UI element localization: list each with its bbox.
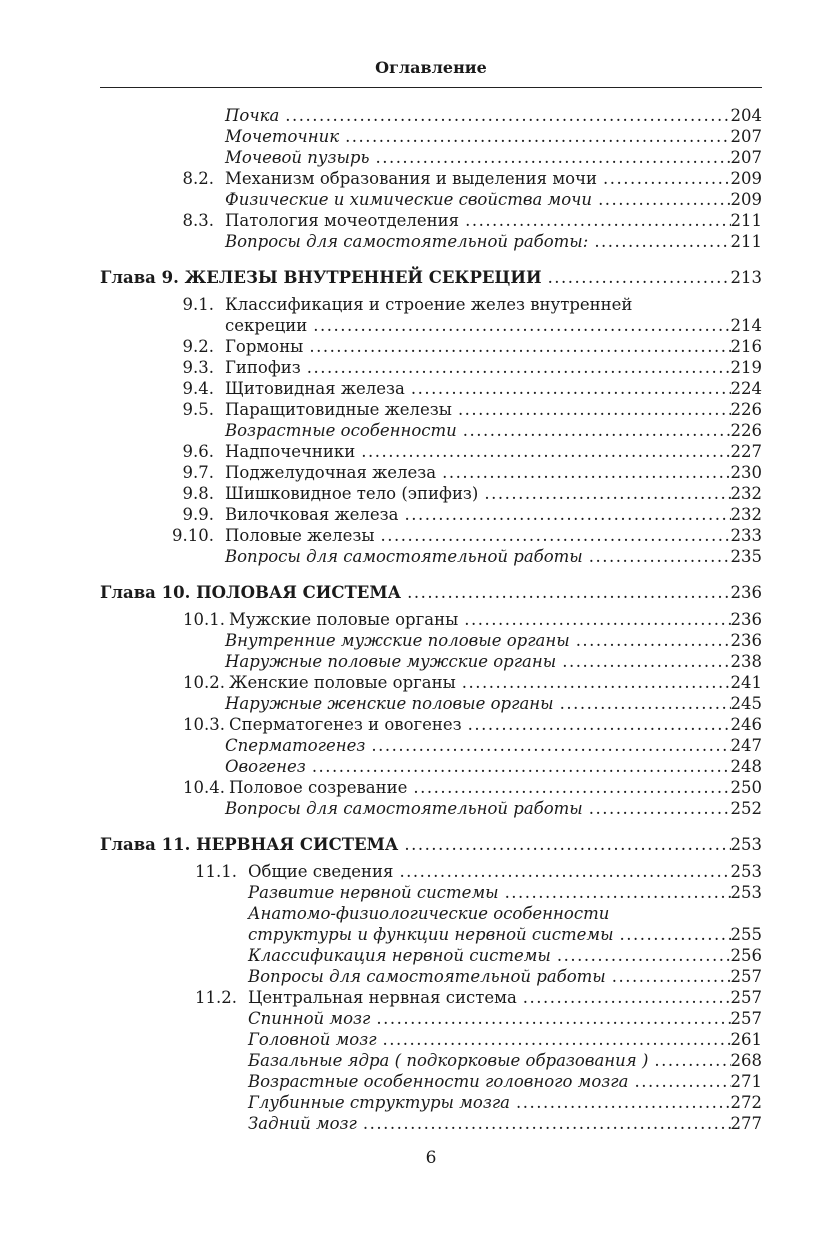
toc-dot-leader bbox=[375, 525, 731, 546]
toc-page-number: 211 bbox=[730, 211, 762, 230]
toc-chapter bbox=[100, 267, 762, 288]
toc-entry-title: Классификация и строение желез внутренней bbox=[225, 295, 633, 314]
toc-page-number: 252 bbox=[730, 799, 762, 818]
toc-entry bbox=[100, 105, 762, 126]
toc-entry bbox=[100, 483, 762, 504]
toc-entry-title: Мочевой пузырь bbox=[225, 148, 370, 167]
toc-entry-title: Физические и химические свойства мочи bbox=[225, 190, 593, 209]
toc-entry bbox=[100, 126, 762, 147]
toc-dot-leader bbox=[457, 420, 731, 441]
toc-entry-title: Вопросы для самостоятельной работы bbox=[248, 967, 606, 986]
toc-section-number: 9.8. bbox=[182, 484, 214, 503]
toc-section-number: 10.2. bbox=[183, 673, 225, 692]
toc-entry bbox=[100, 399, 762, 420]
toc-entry-title: Половое созревание bbox=[229, 778, 408, 797]
toc-section-number: 8.3. bbox=[182, 211, 214, 230]
toc-dot-leader bbox=[303, 336, 730, 357]
toc-entry bbox=[100, 147, 762, 168]
toc-entry-title: Сперматогенез bbox=[225, 736, 366, 755]
toc-dot-leader bbox=[436, 462, 730, 483]
toc-dot-leader bbox=[401, 582, 730, 603]
toc-dot-leader bbox=[398, 834, 730, 855]
toc-entry bbox=[100, 231, 762, 252]
toc-dot-leader bbox=[583, 798, 731, 819]
toc-entry bbox=[100, 294, 762, 315]
toc-page-number: 207 bbox=[730, 148, 762, 167]
toc-section-number: 9.5. bbox=[182, 400, 214, 419]
toc-entry bbox=[100, 714, 762, 735]
toc-dot-leader bbox=[570, 630, 731, 651]
toc-dot-leader bbox=[510, 1092, 730, 1113]
toc-page-number: 261 bbox=[730, 1030, 762, 1049]
toc-dot-leader bbox=[407, 777, 730, 798]
toc-page-number: 235 bbox=[730, 547, 762, 566]
toc-entry bbox=[100, 420, 762, 441]
toc-entry bbox=[100, 210, 762, 231]
toc-section-number: 9.10. bbox=[172, 526, 214, 545]
toc-section-number: 9.4. bbox=[182, 379, 214, 398]
toc-entry bbox=[100, 882, 762, 903]
toc-entry bbox=[100, 1050, 762, 1071]
toc-page-number: 219 bbox=[730, 358, 762, 377]
toc-page-number: 247 bbox=[730, 736, 762, 755]
toc-dot-leader bbox=[279, 105, 730, 126]
toc-dot-leader bbox=[459, 210, 730, 231]
toc-section-number: 10.4. bbox=[183, 778, 225, 797]
toc-chapter bbox=[100, 582, 762, 603]
toc-page-number: 209 bbox=[730, 190, 762, 209]
toc-entry-title: Наружные женские половые органы bbox=[225, 694, 554, 713]
toc-entry-title: структуры и функции нервной системы bbox=[248, 925, 614, 944]
toc-entry bbox=[100, 777, 762, 798]
toc-dot-leader bbox=[393, 861, 730, 882]
toc-dot-leader bbox=[478, 483, 730, 504]
toc-page-number: 272 bbox=[730, 1093, 762, 1112]
toc-entry-title: Мочеточник bbox=[225, 127, 340, 146]
toc-entry bbox=[100, 441, 762, 462]
toc-page-number: 232 bbox=[730, 484, 762, 503]
page-header-title: Оглавление bbox=[375, 58, 487, 77]
toc-entry bbox=[100, 189, 762, 210]
toc-entry-title: Шишковидное тело (эпифиз) bbox=[225, 484, 479, 503]
toc-page-number: 268 bbox=[730, 1051, 762, 1070]
toc-page-number: 213 bbox=[730, 268, 762, 287]
toc-entry bbox=[100, 357, 762, 378]
toc-dot-leader bbox=[405, 378, 731, 399]
header-divider bbox=[100, 87, 762, 88]
toc-entry-title: Механизм образования и выделения мочи bbox=[225, 169, 598, 188]
toc-page-number: 224 bbox=[730, 379, 762, 398]
toc-entry bbox=[100, 651, 762, 672]
toc-entry bbox=[100, 924, 762, 945]
toc-dot-leader bbox=[499, 882, 731, 903]
toc-dot-leader bbox=[517, 987, 731, 1008]
toc-page-number: 255 bbox=[730, 925, 762, 944]
toc-dot-leader bbox=[597, 168, 730, 189]
toc-page-number: 214 bbox=[730, 316, 762, 335]
toc-entry-title: Надпочечники bbox=[225, 442, 356, 461]
toc-entry bbox=[100, 945, 762, 966]
toc-page-number: 226 bbox=[730, 421, 762, 440]
toc-dot-leader bbox=[369, 147, 730, 168]
toc-page-number: 250 bbox=[730, 778, 762, 797]
page-number: 6 bbox=[425, 1148, 437, 1168]
toc-entry bbox=[100, 630, 762, 651]
toc-page-number: 226 bbox=[730, 400, 762, 419]
toc-entry-title: секреции bbox=[225, 316, 308, 335]
toc-page-number: 253 bbox=[730, 862, 762, 881]
toc-entry-title: Поджелудочная железа bbox=[225, 463, 437, 482]
toc-entry-title: Патология мочеотделения bbox=[225, 211, 460, 230]
toc-entry bbox=[100, 315, 762, 336]
toc-entry-title: Возрастные особенности головного мозга bbox=[248, 1072, 629, 1091]
toc-entry-title: Наружные половые мужские органы bbox=[225, 652, 557, 671]
toc-entry bbox=[100, 336, 762, 357]
toc-entry-title: Центральная нервная система bbox=[248, 988, 517, 1007]
toc-page-number: 204 bbox=[730, 106, 762, 125]
toc-entry bbox=[100, 987, 762, 1008]
toc-dot-leader bbox=[462, 714, 731, 735]
toc-dot-leader bbox=[307, 315, 730, 336]
toc-entry-title: Классификация нервной системы bbox=[248, 946, 551, 965]
toc-dot-leader bbox=[452, 399, 731, 420]
toc-dot-leader bbox=[606, 966, 731, 987]
toc-section-number: 11.1. bbox=[195, 862, 237, 881]
toc-entry bbox=[100, 1092, 762, 1113]
toc-entry bbox=[100, 168, 762, 189]
toc-entry bbox=[100, 735, 762, 756]
toc-entry-title: Базальные ядра ( подкорковые образования ) bbox=[248, 1051, 649, 1070]
toc-dot-leader bbox=[556, 651, 730, 672]
toc-entry-title: Анатомо-физиологические особенности bbox=[248, 904, 610, 923]
toc-section-number: 9.2. bbox=[182, 337, 214, 356]
toc-page-number: 236 bbox=[730, 610, 762, 629]
toc-dot-leader bbox=[456, 672, 731, 693]
toc-entry-title: Мужские половые органы bbox=[229, 610, 459, 629]
toc-entry-title: Гипофиз bbox=[225, 358, 301, 377]
toc-entry-title: Половые железы bbox=[225, 526, 375, 545]
toc-entry-title: Сперматогенез и овогенез bbox=[229, 715, 462, 734]
toc-section-number: 11.2. bbox=[195, 988, 237, 1007]
toc-entry-title: Гормоны bbox=[225, 337, 304, 356]
toc-page-number: 236 bbox=[730, 631, 762, 650]
toc-page-number: 241 bbox=[730, 673, 762, 692]
toc-dot-leader bbox=[377, 1029, 731, 1050]
toc-entry bbox=[100, 1029, 762, 1050]
toc-dot-leader bbox=[365, 735, 730, 756]
toc-page-number: 248 bbox=[730, 757, 762, 776]
toc-page-number: 253 bbox=[730, 883, 762, 902]
toc-entry-title: Глава 11. НЕРВНАЯ СИСТЕМА bbox=[100, 835, 399, 854]
toc-section-number: 10.3. bbox=[183, 715, 225, 734]
toc-page-number: 257 bbox=[730, 1009, 762, 1028]
toc-dot-leader bbox=[339, 126, 730, 147]
toc-entry bbox=[100, 693, 762, 714]
toc-section-number: 9.6. bbox=[182, 442, 214, 461]
toc-dot-leader bbox=[370, 1008, 730, 1029]
toc-entry bbox=[100, 378, 762, 399]
toc-entry-title: Вопросы для самостоятельной работы bbox=[225, 547, 583, 566]
toc-section-number: 9.3. bbox=[182, 358, 214, 377]
toc-section-number: 9.9. bbox=[182, 505, 214, 524]
toc-page-number: 232 bbox=[730, 505, 762, 524]
toc-entry-title: Вопросы для самостоятельной работы: bbox=[225, 232, 589, 251]
toc-page-number: 271 bbox=[730, 1072, 762, 1091]
toc-page-number: 211 bbox=[730, 232, 762, 251]
toc-entry bbox=[100, 1008, 762, 1029]
toc-entry-title: Женские половые органы bbox=[229, 673, 456, 692]
toc-dot-leader bbox=[542, 267, 731, 288]
toc-entry-title: Возрастные особенности bbox=[225, 421, 457, 440]
toc-entry bbox=[100, 504, 762, 525]
toc-entry-title: Вилочковая железа bbox=[225, 505, 399, 524]
toc-entry-title: Вопросы для самостоятельной работы bbox=[225, 799, 583, 818]
toc-entry bbox=[100, 546, 762, 567]
toc-page-number: 256 bbox=[730, 946, 762, 965]
toc-entry bbox=[100, 756, 762, 777]
toc-dot-leader bbox=[355, 441, 730, 462]
toc-entry-title: Внутренние мужские половые органы bbox=[225, 631, 570, 650]
toc-section-number: 9.1. bbox=[182, 295, 214, 314]
toc-entry bbox=[100, 1071, 762, 1092]
toc-page-number: 246 bbox=[730, 715, 762, 734]
toc-page-number: 233 bbox=[730, 526, 762, 545]
toc-entry-title: Глубинные структуры мозга bbox=[248, 1093, 511, 1112]
toc-entry bbox=[100, 525, 762, 546]
toc-page-number: 245 bbox=[730, 694, 762, 713]
toc-page-number: 253 bbox=[730, 835, 762, 854]
toc-entry bbox=[100, 672, 762, 693]
toc-page-number: 277 bbox=[730, 1114, 762, 1133]
toc-entry-title: Общие сведения bbox=[248, 862, 394, 881]
toc-entry-title: Паращитовидные железы bbox=[225, 400, 452, 419]
toc-section-number: 8.2. bbox=[182, 169, 214, 188]
toc-page-number: 238 bbox=[730, 652, 762, 671]
toc-entry-title: Щитовидная железа bbox=[225, 379, 405, 398]
toc-section-number: 9.7. bbox=[182, 463, 214, 482]
toc-entry-title: Головной мозг bbox=[248, 1030, 377, 1049]
toc-dot-leader bbox=[648, 1050, 730, 1071]
toc-entry-title: Овогенез bbox=[225, 757, 306, 776]
toc-entry bbox=[100, 1113, 762, 1134]
toc-dot-leader bbox=[306, 756, 731, 777]
toc-entry-title: Почка bbox=[225, 106, 280, 125]
toc-page-number: 216 bbox=[730, 337, 762, 356]
toc-section-number: 10.1. bbox=[183, 610, 225, 629]
toc-page-number: 257 bbox=[730, 967, 762, 986]
toc-entry-title: Спинной мозг bbox=[248, 1009, 371, 1028]
toc-dot-leader bbox=[551, 945, 731, 966]
toc-page-number: 257 bbox=[730, 988, 762, 1007]
toc-entry bbox=[100, 609, 762, 630]
toc-dot-leader bbox=[628, 1071, 730, 1092]
toc-dot-leader bbox=[583, 546, 731, 567]
toc-page-number: 236 bbox=[730, 583, 762, 602]
toc-dot-leader bbox=[554, 693, 731, 714]
toc-dot-leader bbox=[301, 357, 731, 378]
toc-page-number: 230 bbox=[730, 463, 762, 482]
toc-entry-title: Глава 9. ЖЕЛЕЗЫ ВНУТРЕННЕЙ СЕКРЕЦИИ bbox=[100, 268, 542, 287]
toc-entry bbox=[100, 861, 762, 882]
toc-entry bbox=[100, 966, 762, 987]
toc-dot-leader bbox=[399, 504, 731, 525]
table-of-contents bbox=[100, 105, 762, 1134]
toc-entry-title: Глава 10. ПОЛОВАЯ СИСТЕМА bbox=[100, 583, 402, 602]
toc-dot-leader bbox=[357, 1113, 731, 1134]
toc-dot-leader bbox=[588, 231, 730, 252]
toc-dot-leader bbox=[592, 189, 730, 210]
toc-entry bbox=[100, 798, 762, 819]
toc-dot-leader bbox=[614, 924, 731, 945]
toc-page-number: 207 bbox=[730, 127, 762, 146]
toc-entry bbox=[100, 903, 762, 924]
toc-dot-leader bbox=[458, 609, 730, 630]
toc-chapter bbox=[100, 834, 762, 855]
toc-entry-title: Задний мозг bbox=[248, 1114, 357, 1133]
toc-entry bbox=[100, 462, 762, 483]
toc-page-number: 227 bbox=[730, 442, 762, 461]
toc-page-number: 209 bbox=[730, 169, 762, 188]
toc-entry-title: Развитие нервной системы bbox=[248, 883, 499, 902]
